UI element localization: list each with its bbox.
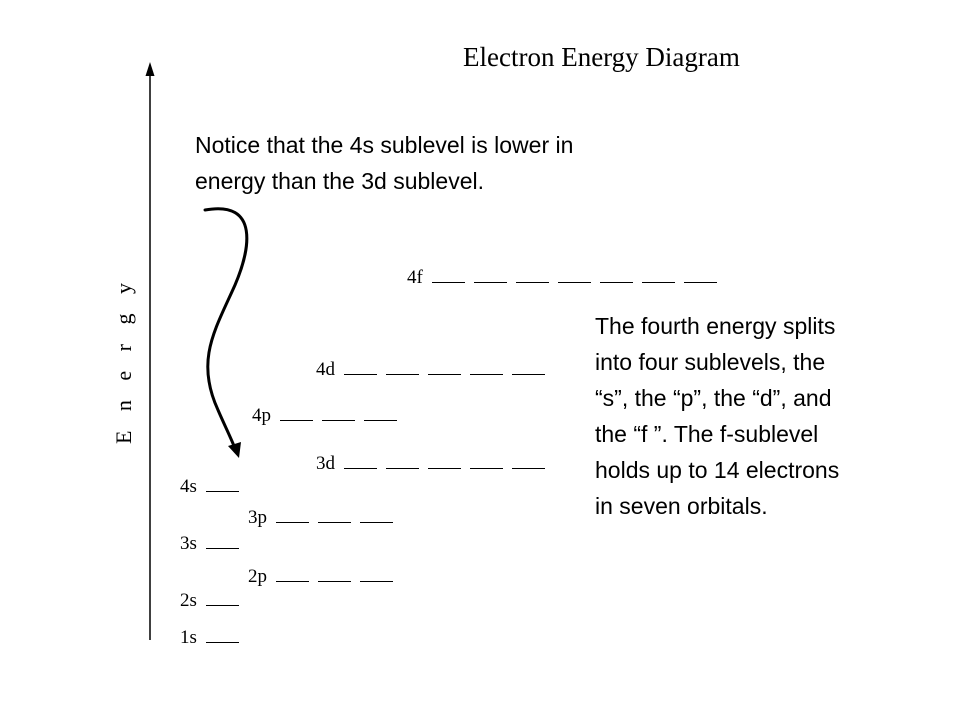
orbital-blank xyxy=(318,504,351,523)
orbital-blank xyxy=(386,450,419,469)
paragraph-line: in seven orbitals. xyxy=(595,493,768,519)
sublevel-3d xyxy=(316,450,545,475)
orbital-blank xyxy=(558,264,591,283)
orbital-blank xyxy=(428,356,461,375)
sublevel-3p xyxy=(248,504,393,529)
sublevel-4f xyxy=(407,264,717,289)
orbital-blank xyxy=(280,402,313,421)
orbital-blank xyxy=(364,402,397,421)
orbital-blank xyxy=(474,264,507,283)
orbital-blank xyxy=(206,530,239,549)
sublevel-label: 2p xyxy=(248,566,267,587)
sublevel-3s xyxy=(180,530,239,555)
energy-axis-label: E n e r g y xyxy=(111,275,136,445)
sublevel-1s xyxy=(180,624,239,649)
orbital-blank xyxy=(360,563,393,582)
orbital-blank xyxy=(344,356,377,375)
orbital-blank xyxy=(386,356,419,375)
orbital-blank xyxy=(276,504,309,523)
orbital-blank xyxy=(206,624,239,643)
orbital-blank xyxy=(276,563,309,582)
sublevel-label: 1s xyxy=(180,627,197,648)
sublevel-label: 3p xyxy=(248,507,267,528)
orbital-blank xyxy=(206,587,239,606)
orbital-blank xyxy=(428,450,461,469)
diagram-title: Electron Energy Diagram xyxy=(463,42,740,72)
sublevel-label: 4s xyxy=(180,476,197,497)
notice-line: Notice that the 4s sublevel is lower in xyxy=(195,132,574,158)
curved-arrow xyxy=(205,209,247,458)
orbital-blank xyxy=(470,356,503,375)
orbital-blank xyxy=(360,504,393,523)
paragraph-line: holds up to 14 electrons xyxy=(595,457,840,483)
orbital-blank xyxy=(318,563,351,582)
orbital-blank xyxy=(512,356,545,375)
orbital-blank xyxy=(206,473,239,492)
sublevel-label: 3d xyxy=(316,453,335,474)
sublevel-label: 2s xyxy=(180,590,197,611)
orbital-blank xyxy=(600,264,633,283)
orbital-blank xyxy=(344,450,377,469)
sublevel-4d xyxy=(316,356,545,381)
notice-line: energy than the 3d sublevel. xyxy=(195,168,484,194)
explanation-paragraph xyxy=(595,308,839,524)
sublevel-4p xyxy=(252,402,397,427)
orbital-blank xyxy=(322,402,355,421)
orbital-blank xyxy=(684,264,717,283)
sublevel-label: 4f xyxy=(407,267,423,288)
sublevel-label: 4p xyxy=(252,405,271,426)
paragraph-line: the “f ”. The f-sublevel xyxy=(595,421,819,447)
orbital-blank xyxy=(516,264,549,283)
paragraph-line: “s”, the “p”, the “d”, and xyxy=(595,385,832,411)
notice-text xyxy=(195,127,573,199)
sublevel-2s xyxy=(180,587,239,612)
orbital-blank xyxy=(470,450,503,469)
sublevel-label: 3s xyxy=(180,533,197,554)
orbital-blank xyxy=(512,450,545,469)
paragraph-line: into four sublevels, the xyxy=(595,349,826,375)
sublevel-4s xyxy=(180,473,239,498)
paragraph-line: The fourth energy splits xyxy=(595,313,836,339)
energy-axis-arrow xyxy=(146,62,155,640)
orbital-blank xyxy=(432,264,465,283)
orbital-blank xyxy=(642,264,675,283)
sublevel-label: 4d xyxy=(316,359,335,380)
sublevel-2p xyxy=(248,563,393,588)
